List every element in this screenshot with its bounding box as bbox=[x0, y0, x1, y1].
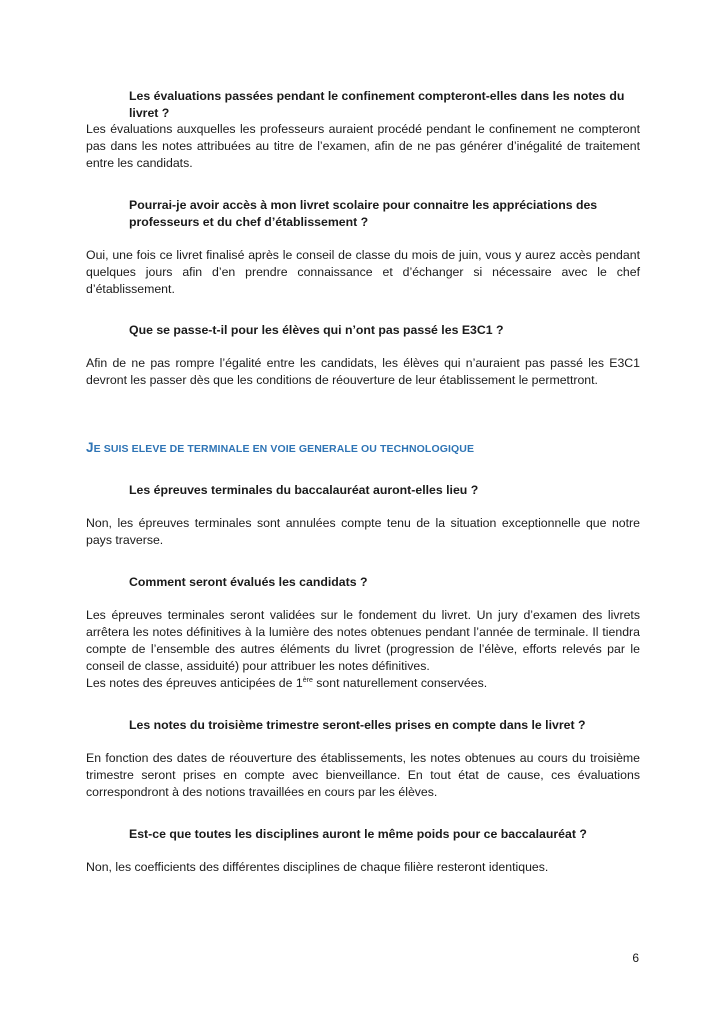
question-heading: Que se passe-t-il pour les élèves qui n’ont pas passé les E3C1 ? bbox=[129, 323, 504, 337]
question-heading: Comment seront évalués les candidats ? bbox=[129, 575, 368, 589]
answer-paragraph: Les épreuves terminales seront validées sur le fondement du livret. Un jury d’examen des livrets arrêtera les notes définitives à la lumière des notes obtenues pendant l’année de terminale. Il tiendra compte de l’ensemble des autres éléments du livret (progression de l’élève, efforts relevés par le conseil de classe, assiduité) pour attribuer les notes définitives. bbox=[86, 608, 640, 673]
question-heading: Les notes du troisième trimestre seront-elles prises en compte dans le livret ? bbox=[129, 718, 586, 732]
answer-paragraph: Oui, une fois ce livret finalisé après le conseil de classe du mois de juin, vous y aurez accès pendant quelques jours afin d’en prendre connaissance et d’échanger si nécessaire avec le chef d’établissement. bbox=[86, 248, 640, 296]
question-heading: Les évaluations passées pendant le confinement compteront-elles dans les notes du livret ? bbox=[129, 89, 625, 120]
section-heading bbox=[86, 439, 474, 458]
answer-line-end: sont naturellement conservées. bbox=[312, 676, 488, 690]
question-heading: Pourrai-je avoir accès à mon livret scolaire pour connaitre les appréciations des professeurs et du chef d’établissement ? bbox=[129, 198, 598, 229]
answer-paragraph: Non, les épreuves terminales sont annulées compte tenu de la situation exceptionnelle que notre pays traverse. bbox=[86, 516, 640, 547]
answer-paragraph: Les évaluations auxquelles les professeurs auraient procédé pendant le confinement ne compteront pas dans les notes attribuées au titre de l’examen, afin de ne pas générer d’inégalité de traitement entre les candidats. bbox=[86, 122, 640, 170]
answer-line-start: Les notes des épreuves anticipées de 1 bbox=[86, 676, 303, 690]
section-heading-initial: J bbox=[86, 440, 94, 455]
answer-paragraph: Non, les coefficients des différentes disciplines de chaque filière resteront identiques. bbox=[86, 860, 549, 874]
superscript: ère bbox=[302, 677, 313, 684]
question-heading: Est-ce que toutes les disciplines auront le même poids pour ce baccalauréat ? bbox=[129, 827, 587, 841]
answer-line bbox=[86, 675, 640, 692]
page-number: 6 bbox=[632, 951, 639, 965]
answer-paragraph: En fonction des dates de réouverture des établissements, les notes obtenues au cours du troisième trimestre seront prises en compte avec bienveillance. En tout état de cause, ces évaluations correspondront à des notions travaillées en cours par les élèves. bbox=[86, 751, 640, 799]
question-heading: Les épreuves terminales du baccalauréat auront-elles lieu ? bbox=[129, 483, 479, 497]
section-heading-rest: E SUIS ELEVE DE TERMINALE EN VOIE GENERALE OU TECHNOLOGIQUE bbox=[93, 443, 475, 455]
answer-paragraph: Afin de ne pas rompre l’égalité entre les candidats, les élèves qui n’auraient pas passé les E3C1 devront les passer dès que les conditions de réouverture de leur établissement le permettront. bbox=[86, 356, 640, 387]
